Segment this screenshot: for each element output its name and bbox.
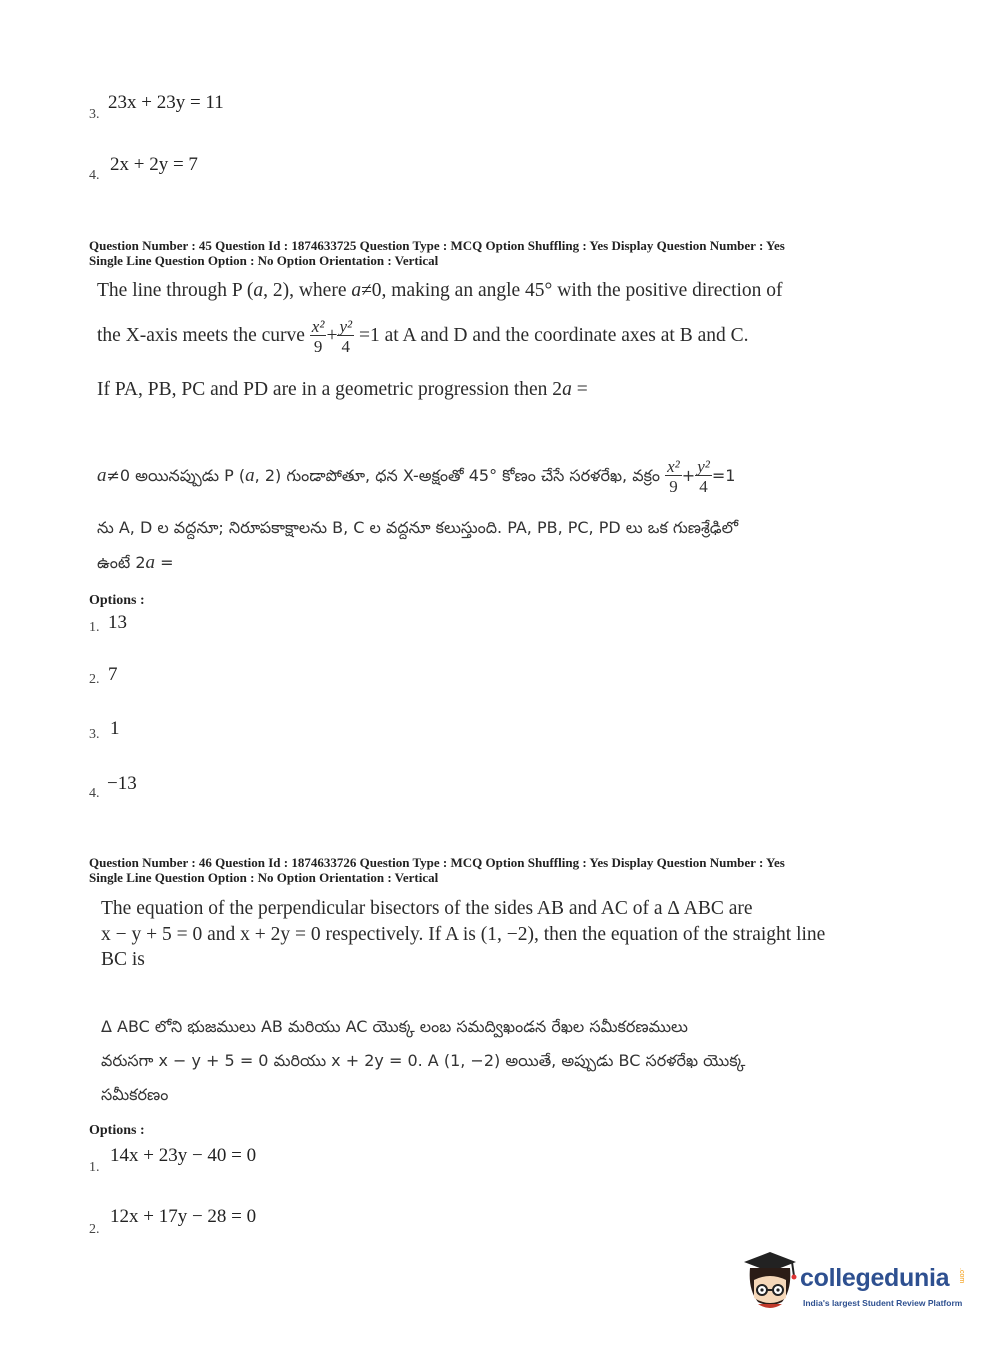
option-3-text[interactable]: 1 — [110, 718, 120, 739]
options-label: Options : — [89, 1123, 145, 1138]
option-number: 3. — [89, 107, 100, 122]
option-number: 4. — [89, 786, 100, 801]
question-meta-line1: Question Number : 45 Question Id : 1874633725 Question Type : MCQ Option Shuffling : Yes Display Question Number : Yes — [89, 238, 785, 253]
option-4-text[interactable]: −13 — [107, 773, 137, 794]
question-45-english-line1: The line through P (a, 2), where a≠0, making an angle 45° with the positive direction of — [97, 280, 783, 301]
question-45-telugu-line1: a≠0 అయినప్పుడు P (a, 2) గుండాపోతూ, ధన X-అక్షంతో 45° కోణం చేసే సరళరేఖ, వక్రం $\frac{\text{x²}}{9}$ + $\frac{\text{y²}}{4}$ =1 — [97, 457, 736, 496]
option-2-text[interactable]: 7 — [108, 664, 118, 685]
mascot-icon — [740, 1250, 800, 1310]
logo-wordmark: collegedunia — [800, 1264, 950, 1292]
option-number: 2. — [89, 1222, 100, 1237]
question-45-english-line3: If PA, PB, PC and PD are in a geometric progression then 2a = — [97, 379, 588, 400]
question-46-english-line1: The equation of the perpendicular bisectors of the sides AB and AC of a Δ ABC are — [101, 898, 753, 919]
fraction-x2-over-9: $\frac{\text{x²}}{9}$ — [311, 317, 325, 356]
question-46-english-line3: BC is — [101, 949, 145, 970]
option-text: 23x + 23y = 11 — [108, 92, 224, 113]
option-number: 1. — [89, 1160, 100, 1175]
fraction-y2-over-4: $\frac{\text{y²}}{4}$ — [697, 457, 710, 496]
option-number: 4. — [89, 168, 100, 183]
option-text: 2x + 2y = 7 — [110, 154, 198, 175]
question-46-telugu-line1: Δ ABC లోని భుజములు AB మరియు AC యొక్క లంబ సమద్విఖండన రేఖల సమీకరణములు — [101, 1017, 688, 1036]
question-meta-line2: Single Line Question Option : No Option Orientation : Vertical — [89, 253, 439, 268]
logo-tagline: India's largest Student Review Platform — [803, 1298, 963, 1308]
question-46-telugu-line3: సమీకరణం — [101, 1085, 169, 1104]
fraction-x2-over-9: $\frac{\text{x²}}{9}$ — [667, 457, 680, 496]
option-1-text[interactable]: 13 — [108, 612, 127, 633]
option-1-text[interactable]: 14x + 23y − 40 = 0 — [110, 1145, 257, 1166]
question-45-english-line2: the X-axis meets the curve $\frac{\text{x²}}{9}$ + $\frac{\text{y²}}{4}$ =1 at A and D and the coordinate axes at B and C. — [97, 317, 749, 356]
question-45-telugu-line2: ను A, D ల వద్దనూ; నిరూపకాక్షాలను B, C ల వద్దనూ కలుస్తుంది. PA, PB, PC, PD లు ఒక గుణశ్రేఢిలో — [97, 518, 739, 537]
collegedunia-logo[interactable] — [740, 1250, 800, 1315]
option-number: 2. — [89, 672, 100, 687]
options-label: Options : — [89, 593, 145, 608]
question-45-telugu-line3: ఉంటే 2a = — [97, 552, 174, 573]
fraction-y2-over-4: $\frac{\text{y²}}{4}$ — [339, 317, 353, 356]
question-46-telugu-line2: వరుసగా x − y + 5 = 0 మరియు x + 2y = 0. A (1, −2) అయితే, అప్పుడు BC సరళరేఖ యొక్క — [101, 1051, 746, 1070]
logo-dot-com: .com — [958, 1268, 965, 1284]
question-46-english-line2: x − y + 5 = 0 and x + 2y = 0 respectively. If A is (1, −2), then the equation of the straight line — [101, 924, 826, 945]
option-number: 1. — [89, 620, 100, 635]
question-meta-line2: Single Line Question Option : No Option Orientation : Vertical — [89, 870, 439, 885]
option-number: 3. — [89, 727, 100, 742]
option-2-text[interactable]: 12x + 17y − 28 = 0 — [110, 1206, 257, 1227]
question-meta-line1: Question Number : 46 Question Id : 1874633726 Question Type : MCQ Option Shuffling : Yes Display Question Number : Yes — [89, 855, 785, 870]
